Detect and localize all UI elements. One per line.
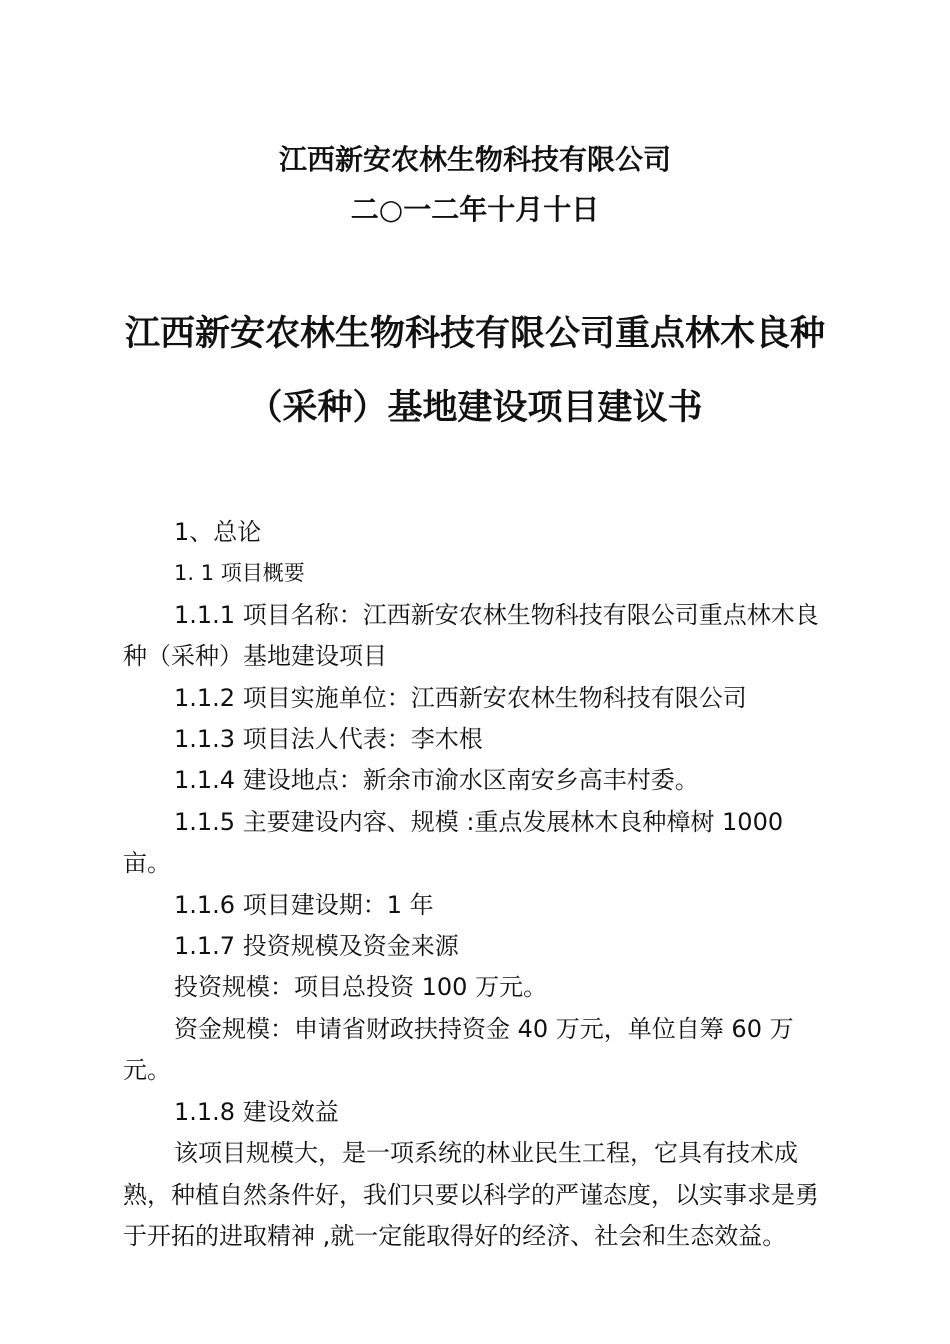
implementing-unit-paragraph: 1.1.2 项目实施单位：江西新安农林生物科技有限公司 [174, 683, 747, 712]
construction-content-paragraph: 1.1.5 主要建设内容、规模 :重点发展林木良种樟树 1000 亩。 [123, 807, 784, 878]
document-body [123, 512, 833, 1257]
subsection-heading-project-summary: 1. 1 项目概要 [174, 561, 305, 586]
construction-site-paragraph: 1.1.4 建设地点：新余市渝水区南安乡高丰村委。 [174, 766, 699, 795]
document-title-line-1: 江西新安农林生物科技有限公司重点林木良种 [124, 314, 825, 354]
benefits-heading-paragraph: 1.1.8 建设效益 [174, 1097, 339, 1126]
investment-scale-paragraph: 投资规模：项目总投资 100 万元。 [174, 973, 548, 1002]
company-name: 江西新安农林生物科技有限公司 [278, 143, 671, 176]
benefits-description-paragraph: 该项目规模大，是一项系统的林业民生工程，它具有技术成熟，种植自然条件好，我们只要以科学的严谨态度，以实事求是勇于开拓的进取精神 ,就一定能取得好的经济、社会和生态效益。 [123, 1139, 819, 1250]
document-date: 二○一二年十月十日 [350, 193, 600, 226]
investment-heading-paragraph: 1.1.7 投资规模及资金来源 [174, 932, 459, 961]
document-title-line-2: （采种）基地建设项目建议书 [247, 388, 703, 428]
legal-representative-paragraph: 1.1.3 项目法人代表：李木根 [174, 725, 483, 754]
section-heading-overview: 1、总论 [174, 518, 262, 546]
construction-period-paragraph: 1.1.6 项目建设期：1 年 [174, 890, 434, 919]
project-name-paragraph: 1.1.1 项目名称：江西新安农林生物科技有限公司重点林木良种（采种）基地建设项目 [123, 600, 819, 671]
funding-scale-paragraph: 资金规模：申请省财政扶持资金 40 万元，单位自筹 60 万元。 [123, 1014, 794, 1085]
